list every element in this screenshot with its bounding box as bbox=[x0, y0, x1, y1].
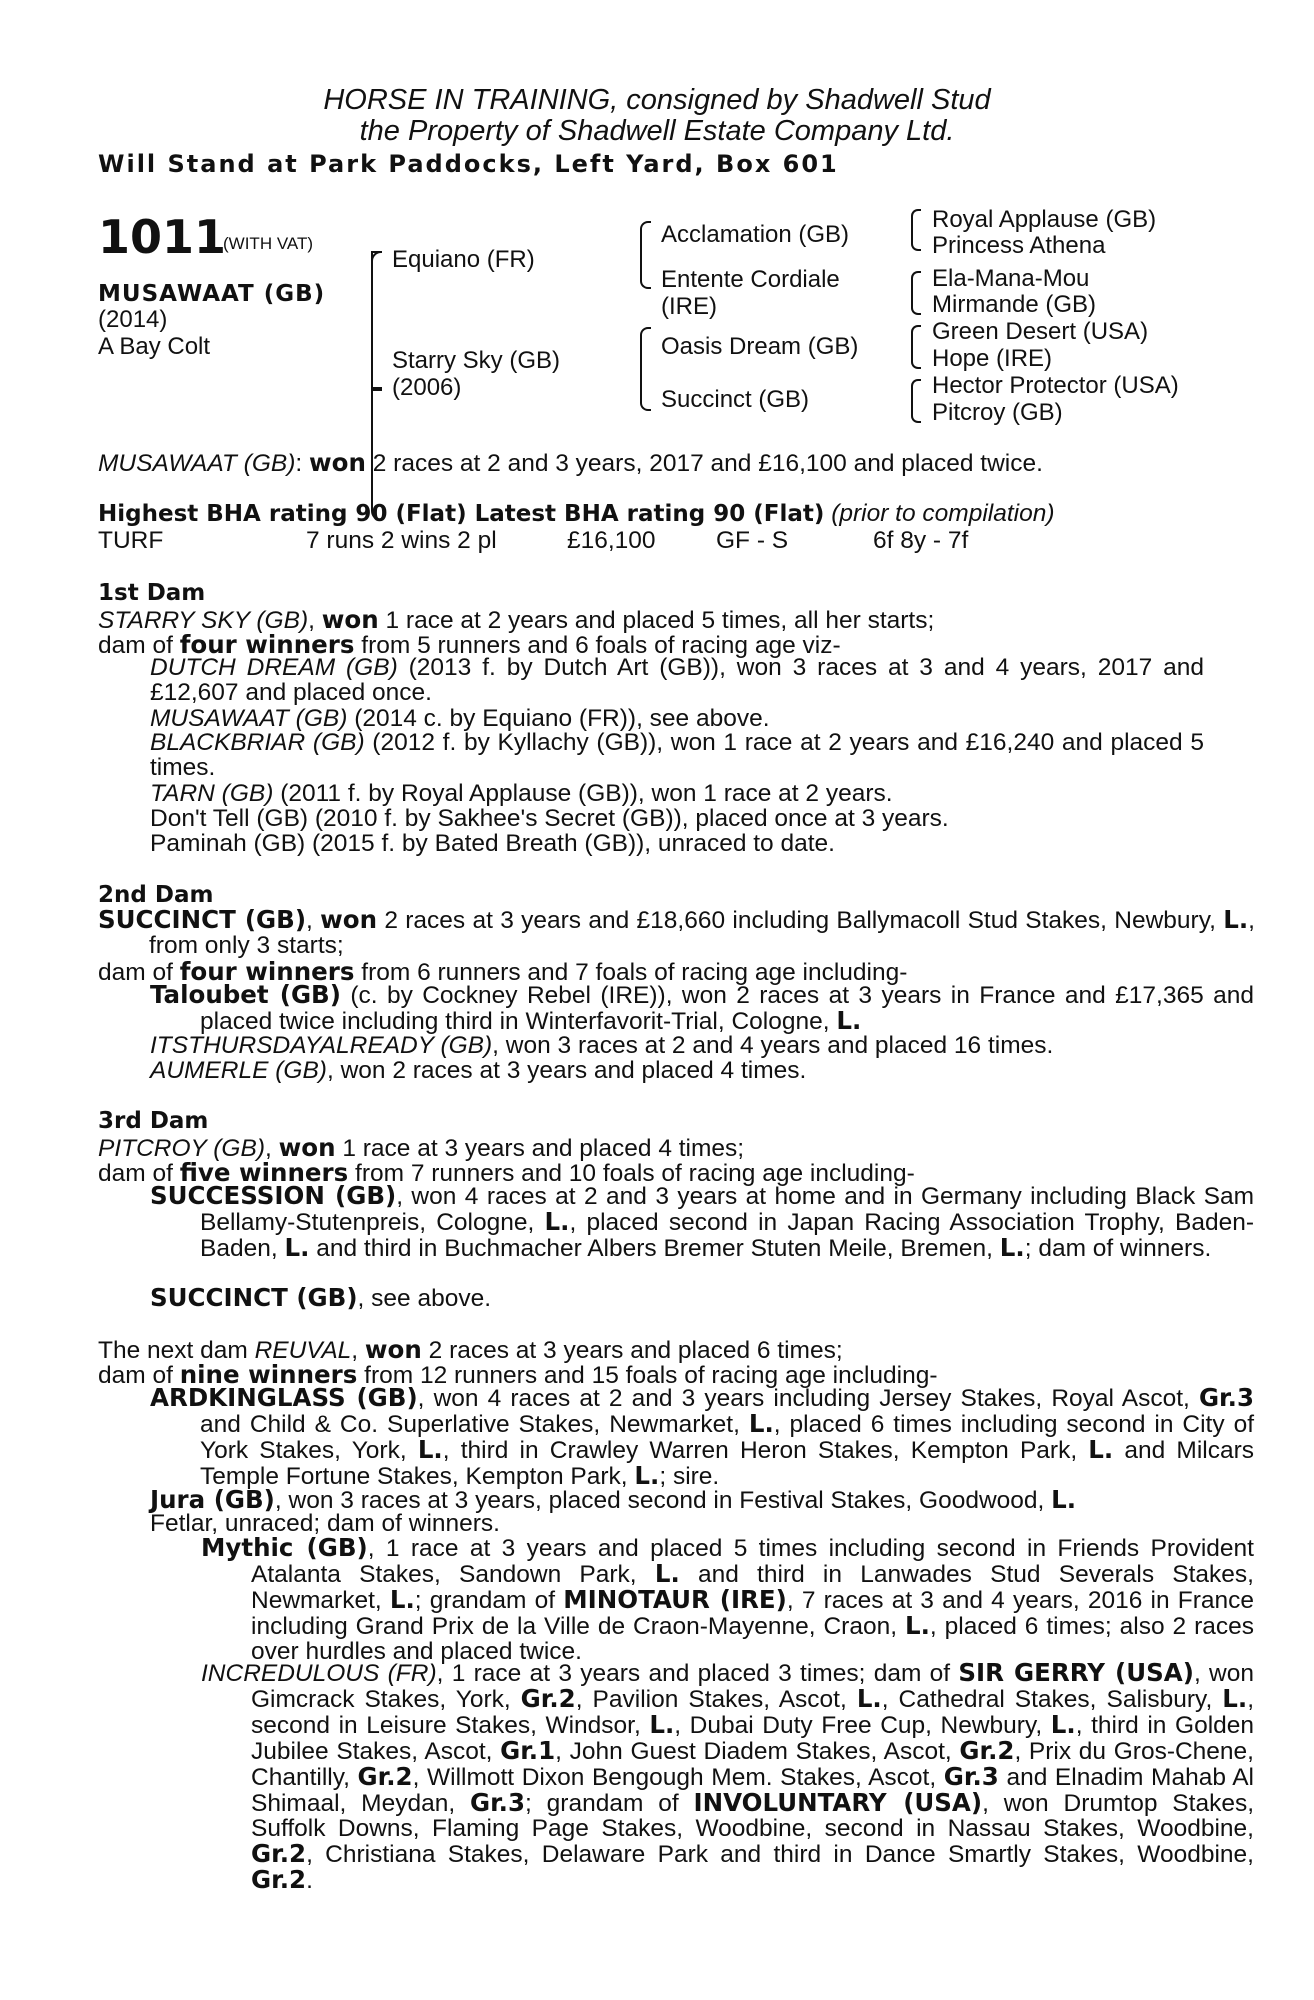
dam2-c-L: L. bbox=[836, 1006, 862, 1035]
dam2-a-rest1: 2 races at 3 years and £18,660 including Ballymacoll Stud Stakes, Newbury, bbox=[377, 907, 1224, 934]
dam1-c-name: DUTCH DREAM (GB) bbox=[150, 654, 398, 681]
next-produce-incredulous bbox=[201, 1660, 1254, 1893]
next-g-t1: , 1 race at 3 years and placed 3 times; dam of bbox=[436, 1660, 959, 1687]
next-g-name: INCREDULOUS (FR) bbox=[201, 1660, 437, 1687]
dam2-e-name: AUMERLE (GB) bbox=[150, 1057, 327, 1084]
next-d-L: L. bbox=[1051, 1485, 1077, 1514]
header-line-2: the Property of Shadwell Estate Company Ltd. bbox=[359, 115, 955, 147]
summary-won: won bbox=[309, 448, 366, 477]
dam1-d-rest: (2014 c. by Equiano (FR)), see above. bbox=[347, 705, 770, 732]
next-c-t3: , placed 6 times including second in City of York Stakes, York, bbox=[200, 1411, 1255, 1464]
dam3-c-rest2: , placed second in Japan Racing Association Trophy, Baden-Baden, bbox=[200, 1209, 1255, 1262]
dam3-b1: dam of bbox=[98, 1160, 180, 1187]
rating-surface: TURF bbox=[98, 527, 164, 554]
next-g-g5: Gr.3 bbox=[943, 1762, 999, 1791]
next-f-L1: L. bbox=[654, 1559, 680, 1588]
ped-sire-dam-1: Entente Cordiale bbox=[661, 266, 840, 293]
dam1-c-rest: (2013 f. by Dutch Art (GB)), won 3 races at 3 and 4 years, 2017 and £12,607 and placed once. bbox=[150, 654, 1205, 706]
dam1-a-name: STARRY SKY (GB) bbox=[98, 607, 309, 634]
next-g-t14: , Christiana Stakes, Delaware Park and third in Dance Smartly Stakes, Woodbine, bbox=[306, 1841, 1254, 1868]
next-g-t11: and Elnadim Mahab Al Shimaal, Meydan, bbox=[251, 1764, 1254, 1817]
next-g-t2: , won Gimcrack Stakes, York, bbox=[251, 1660, 1254, 1713]
ped-sire: Equiano (FR) bbox=[392, 246, 535, 273]
next-c-t6: ; sire. bbox=[659, 1463, 720, 1490]
next-b1: dam of bbox=[98, 1362, 180, 1389]
dam3-title: 3rd Dam bbox=[98, 1108, 209, 1134]
rating-line bbox=[98, 500, 1055, 528]
dam1-a-rest: 1 race at 2 years and placed 5 times, all her starts; bbox=[378, 607, 935, 634]
next-c-t5: and Milcars Temple Fortune Stakes, Kempton Park, bbox=[200, 1437, 1254, 1490]
dam2-c-name: Taloubet (GB) bbox=[150, 980, 341, 1009]
dam3-produce-succinct bbox=[150, 1283, 491, 1313]
dam3-produce-succession bbox=[150, 1183, 1254, 1261]
next-g-g2: Gr.1 bbox=[500, 1736, 556, 1765]
bracket-gen1-upper bbox=[371, 251, 382, 391]
rating-bold: Highest BHA rating 90 (Flat) Latest BHA rating 90 (Flat) bbox=[98, 501, 825, 527]
bracket-dd bbox=[911, 379, 921, 423]
dam2-a-won: won bbox=[320, 905, 378, 934]
dam3-c-L1: L. bbox=[544, 1207, 570, 1236]
dam1-e-name: BLACKBRIAR (GB) bbox=[150, 729, 365, 756]
dam1-produce-donttell: Don't Tell (GB) (2010 f. by Sakhee's Secret (GB)), placed once at 3 years. bbox=[150, 805, 949, 832]
dam1-produce-dutch bbox=[150, 655, 1204, 705]
lot-vat: (WITH VAT) bbox=[223, 234, 314, 253]
dam1-f-rest: (2011 f. by Royal Applause (GB)), won 1 race at 2 years. bbox=[273, 780, 893, 807]
next-produce-fetlar: Fetlar, unraced; dam of winners. bbox=[150, 1510, 500, 1537]
bracket-sire bbox=[640, 221, 651, 289]
dam1-f-name: TARN (GB) bbox=[150, 780, 274, 807]
dam1-d-name: MUSAWAAT (GB) bbox=[150, 705, 348, 732]
bracket-ds bbox=[911, 325, 921, 369]
ped-dam-dam: Succinct (GB) bbox=[661, 386, 810, 413]
rating-going: GF - S bbox=[716, 527, 789, 554]
next-c-L2: L. bbox=[417, 1435, 443, 1464]
ped-dss: Green Desert (USA) bbox=[932, 318, 1149, 345]
next-c-g1: Gr.3 bbox=[1198, 1383, 1254, 1412]
dam3-c-L3: L. bbox=[999, 1233, 1025, 1262]
next-d-t1: , won 3 races at 3 years, placed second in Festival Stakes, Goodwood, bbox=[274, 1487, 1052, 1514]
dam3-d-name: SUCCINCT (GB) bbox=[150, 1283, 358, 1312]
rating-note: (prior to compilation) bbox=[831, 500, 1055, 527]
dam3-c-name: SUCCESSION (GB) bbox=[150, 1181, 397, 1210]
header-line-3: Will Stand at Park Paddocks, Left Yard, Box 601 bbox=[98, 150, 839, 178]
ped-sss: Royal Applause (GB) bbox=[932, 206, 1157, 233]
horse-name: MUSAWAAT (GB) bbox=[98, 281, 326, 307]
next-g-g8: Gr.2 bbox=[251, 1865, 307, 1894]
next-g-name2: SIR GERRY (USA) bbox=[958, 1658, 1194, 1687]
dam1-line-a: STARRY SKY (GB), won 1 race at 2 years and placed 5 times, all her starts; bbox=[98, 605, 935, 634]
next-g-g6: Gr.3 bbox=[469, 1788, 526, 1817]
next-f-t4: , 7 races at 3 and 4 years, 2016 in France including Grand Prix de la Ville de Craon-Mayenne, Craon, bbox=[251, 1587, 1254, 1640]
dam2-produce-itsthursday bbox=[150, 1032, 1053, 1060]
ped-dds: Hector Protector (USA) bbox=[932, 372, 1179, 399]
horse-year: (2014) bbox=[98, 306, 168, 333]
next-g-name3: INVOLUNTARY (USA) bbox=[693, 1788, 983, 1817]
next-g-t9: , Prix du Gros-Chene, Chantilly, bbox=[251, 1738, 1254, 1791]
ped-dsd: Hope (IRE) bbox=[932, 345, 1053, 372]
next-c-L1: L. bbox=[748, 1409, 774, 1438]
dam2-title: 2nd Dam bbox=[98, 882, 214, 908]
next-f-L3: L. bbox=[904, 1611, 930, 1640]
dam2-a-L: L. bbox=[1223, 905, 1249, 934]
summary-name: MUSAWAAT (GB) bbox=[98, 450, 296, 477]
ped-ddd: Pitcroy (GB) bbox=[932, 399, 1063, 426]
rating-money: £16,100 bbox=[567, 527, 656, 554]
next-g-g7: Gr.2 bbox=[251, 1839, 307, 1868]
summary-rest: 2 races at 2 and 3 years, 2017 and £16,100 and placed twice. bbox=[365, 450, 1043, 477]
next-a-name: REUVAL bbox=[254, 1337, 352, 1364]
next-a-rest: 2 races at 3 years and placed 6 times; bbox=[421, 1337, 843, 1364]
bracket-dam bbox=[640, 327, 651, 411]
dam3-line-a: PITCROY (GB), won 1 race at 3 years and placed 4 times; bbox=[98, 1133, 745, 1162]
next-g-t15: . bbox=[306, 1867, 313, 1894]
dam3-c-rest3: and third in Buchmacher Albers Bremer Stuten Meile, Bremen, bbox=[309, 1235, 1000, 1262]
next-g-L1: L. bbox=[856, 1684, 882, 1713]
next-f-name: Mythic (GB) bbox=[201, 1533, 368, 1562]
dam3-a-name: PITCROY (GB) bbox=[98, 1135, 265, 1162]
dam2-line-a bbox=[98, 907, 1255, 958]
dam2-b-bold: four winners bbox=[179, 957, 355, 986]
next-c-t1: , won 4 races at 2 and 3 years including Jersey Stakes, Royal Ascot, bbox=[417, 1385, 1199, 1412]
rating-distance: 6f 8y - 7f bbox=[873, 527, 969, 554]
dam2-produce-taloubet bbox=[150, 982, 1254, 1034]
dam1-b-bold: four winners bbox=[179, 630, 355, 659]
next-f-t2: and third in Lanwades Stud Severals Stakes, Newmarket, bbox=[251, 1561, 1254, 1614]
next-g-L3: L. bbox=[649, 1710, 675, 1739]
dam3-c-rest4: ; dam of winners. bbox=[1024, 1235, 1212, 1262]
next-b2: from 12 runners and 15 foals of racing age including- bbox=[357, 1362, 938, 1389]
next-f-t3: ; grandam of bbox=[414, 1587, 564, 1614]
next-f-t1: , 1 race at 3 years and placed 5 times including second in Friends Provident Atalanta Stakes, Sandown Park, bbox=[251, 1535, 1254, 1588]
next-c-L4: L. bbox=[634, 1461, 660, 1490]
next-g-g1: Gr.2 bbox=[520, 1684, 576, 1713]
next-c-t2: and Child & Co. Superlative Stakes, Newmarket, bbox=[200, 1411, 749, 1438]
dam3-a-rest: 1 race at 3 years and placed 4 times; bbox=[335, 1135, 745, 1162]
summary-line: MUSAWAAT (GB): won 2 races at 2 and 3 years, 2017 and £16,100 and placed twice. bbox=[98, 448, 1043, 477]
next-g-g3: Gr.2 bbox=[959, 1736, 1015, 1765]
next-g-L4: L. bbox=[1050, 1710, 1076, 1739]
next-g-t5: , second in Leisure Stakes, Windsor, bbox=[251, 1686, 1254, 1739]
next-d-name: Jura (GB) bbox=[150, 1485, 275, 1514]
next-f-t5: , placed 6 times; also 2 races over hurdles and placed twice. bbox=[251, 1613, 1254, 1665]
next-g-t10: , Willmott Dixon Bengough Mem. Stakes, Ascot, bbox=[412, 1764, 944, 1791]
next-g-L2: L. bbox=[1222, 1684, 1248, 1713]
next-g-t3: , Pavilion Stakes, Ascot, bbox=[575, 1686, 857, 1713]
dam1-b1: dam of bbox=[98, 632, 180, 659]
dam1-e-rest: (2012 f. by Kyllachy (GB)), won 1 race at 2 years and £16,240 and placed 5 times. bbox=[150, 729, 1204, 781]
horse-description: A Bay Colt bbox=[98, 333, 211, 360]
ped-sire-dam-2: (IRE) bbox=[661, 293, 717, 320]
dam2-e-rest: , won 2 races at 3 years and placed 4 times. bbox=[326, 1057, 807, 1084]
dam1-produce-paminah: Paminah (GB) (2015 f. by Bated Breath (GB)), unraced to date. bbox=[150, 830, 835, 857]
dam2-d-rest: , won 3 races at 2 and 4 years and placed 16 times. bbox=[492, 1032, 1054, 1059]
dam1-produce-blackbriar bbox=[150, 730, 1204, 780]
dam1-title: 1st Dam bbox=[98, 580, 206, 606]
dam2-produce-aumerle bbox=[150, 1057, 806, 1085]
dam2-d-name: ITSTHURSDAYALREADY (GB) bbox=[150, 1032, 493, 1059]
ped-dam-sire: Oasis Dream (GB) bbox=[661, 333, 859, 360]
dam2-a-rest2: , from only 3 starts; bbox=[149, 907, 1255, 959]
dam3-d-rest: , see above. bbox=[357, 1285, 492, 1312]
dam1-b2: from 5 runners and 6 foals of racing age viz- bbox=[354, 632, 841, 659]
dam3-c-L2: L. bbox=[284, 1233, 310, 1262]
dam2-a-name: SUCCINCT (GB) bbox=[98, 905, 307, 934]
bracket-sd bbox=[911, 271, 921, 315]
next-a-sep: , bbox=[351, 1337, 365, 1364]
next-g-t6: , Dubai Duty Free Cup, Newbury, bbox=[674, 1712, 1051, 1739]
ped-ssd: Princess Athena bbox=[932, 232, 1106, 259]
dam1-a-won: won bbox=[321, 605, 379, 634]
dam3-b2: from 7 runners and 10 foals of racing age including- bbox=[348, 1160, 915, 1187]
ped-sds: Ela-Mana-Mou bbox=[932, 265, 1090, 292]
dam2-a-sep: , bbox=[306, 907, 321, 934]
ped-dam: Starry Sky (GB) bbox=[392, 347, 561, 374]
next-b-bold: nine winners bbox=[179, 1360, 358, 1389]
ped-sire-sire: Acclamation (GB) bbox=[661, 221, 850, 248]
next-g-t7: , third in Golden Jubilee Stakes, Ascot, bbox=[251, 1712, 1255, 1765]
dam2-b2: from 6 runners and 7 foals of racing age including- bbox=[354, 959, 908, 986]
next-g-t4: , Cathedral Stakes, Salisbury, bbox=[881, 1686, 1223, 1713]
next-a-won: won bbox=[364, 1335, 422, 1364]
dam1-produce-tarn bbox=[150, 780, 893, 808]
next-produce-mythic bbox=[201, 1535, 1254, 1664]
dam3-b-bold: five winners bbox=[179, 1158, 349, 1187]
next-f-name2: MINOTAUR (IRE) bbox=[563, 1585, 787, 1614]
next-g-t13: , won Drumtop Stakes, Suffolk Downs, Flaming Page Stakes, Woodbine, second in Nassau Stakes, Woodbine, bbox=[251, 1790, 1255, 1842]
dam3-a-won: won bbox=[278, 1133, 336, 1162]
next-g-t12: ; grandam of bbox=[525, 1790, 694, 1817]
header-line-1: HORSE IN TRAINING, consigned by Shadwell Stud bbox=[323, 84, 991, 116]
dam2-b1: dam of bbox=[98, 959, 180, 986]
next-produce-ardkinglass bbox=[150, 1385, 1254, 1489]
next-g-t8: , John Guest Diadem Stakes, Ascot, bbox=[555, 1738, 960, 1765]
ped-dam-year: (2006) bbox=[392, 374, 462, 401]
next-c-name: ARDKINGLASS (GB) bbox=[150, 1383, 418, 1412]
bracket-ss bbox=[911, 209, 921, 251]
dam2-c-rest: (c. by Cockney Rebel (IRE)), won 2 races at 3 years in France and £17,365 and placed twice including third in Winterfavorit-Trial, Cologne, bbox=[200, 982, 1254, 1035]
rating-runs: 7 runs 2 wins 2 pl bbox=[306, 527, 497, 554]
next-a1: The next dam bbox=[98, 1337, 255, 1364]
next-f-L2: L. bbox=[389, 1585, 415, 1614]
dam3-c-rest1: , won 4 races at 2 and 3 years at home and in Germany including Black Sam Bellamy-Stutenpreis, Cologne, bbox=[200, 1183, 1254, 1236]
next-g-g4: Gr.2 bbox=[357, 1762, 413, 1791]
lot-number: 1011 bbox=[98, 210, 227, 264]
ped-sdd: Mirmande (GB) bbox=[932, 291, 1097, 318]
next-c-t4: , third in Crawley Warren Heron Stakes, Kempton Park, bbox=[442, 1437, 1089, 1464]
next-c-L3: L. bbox=[1088, 1435, 1114, 1464]
